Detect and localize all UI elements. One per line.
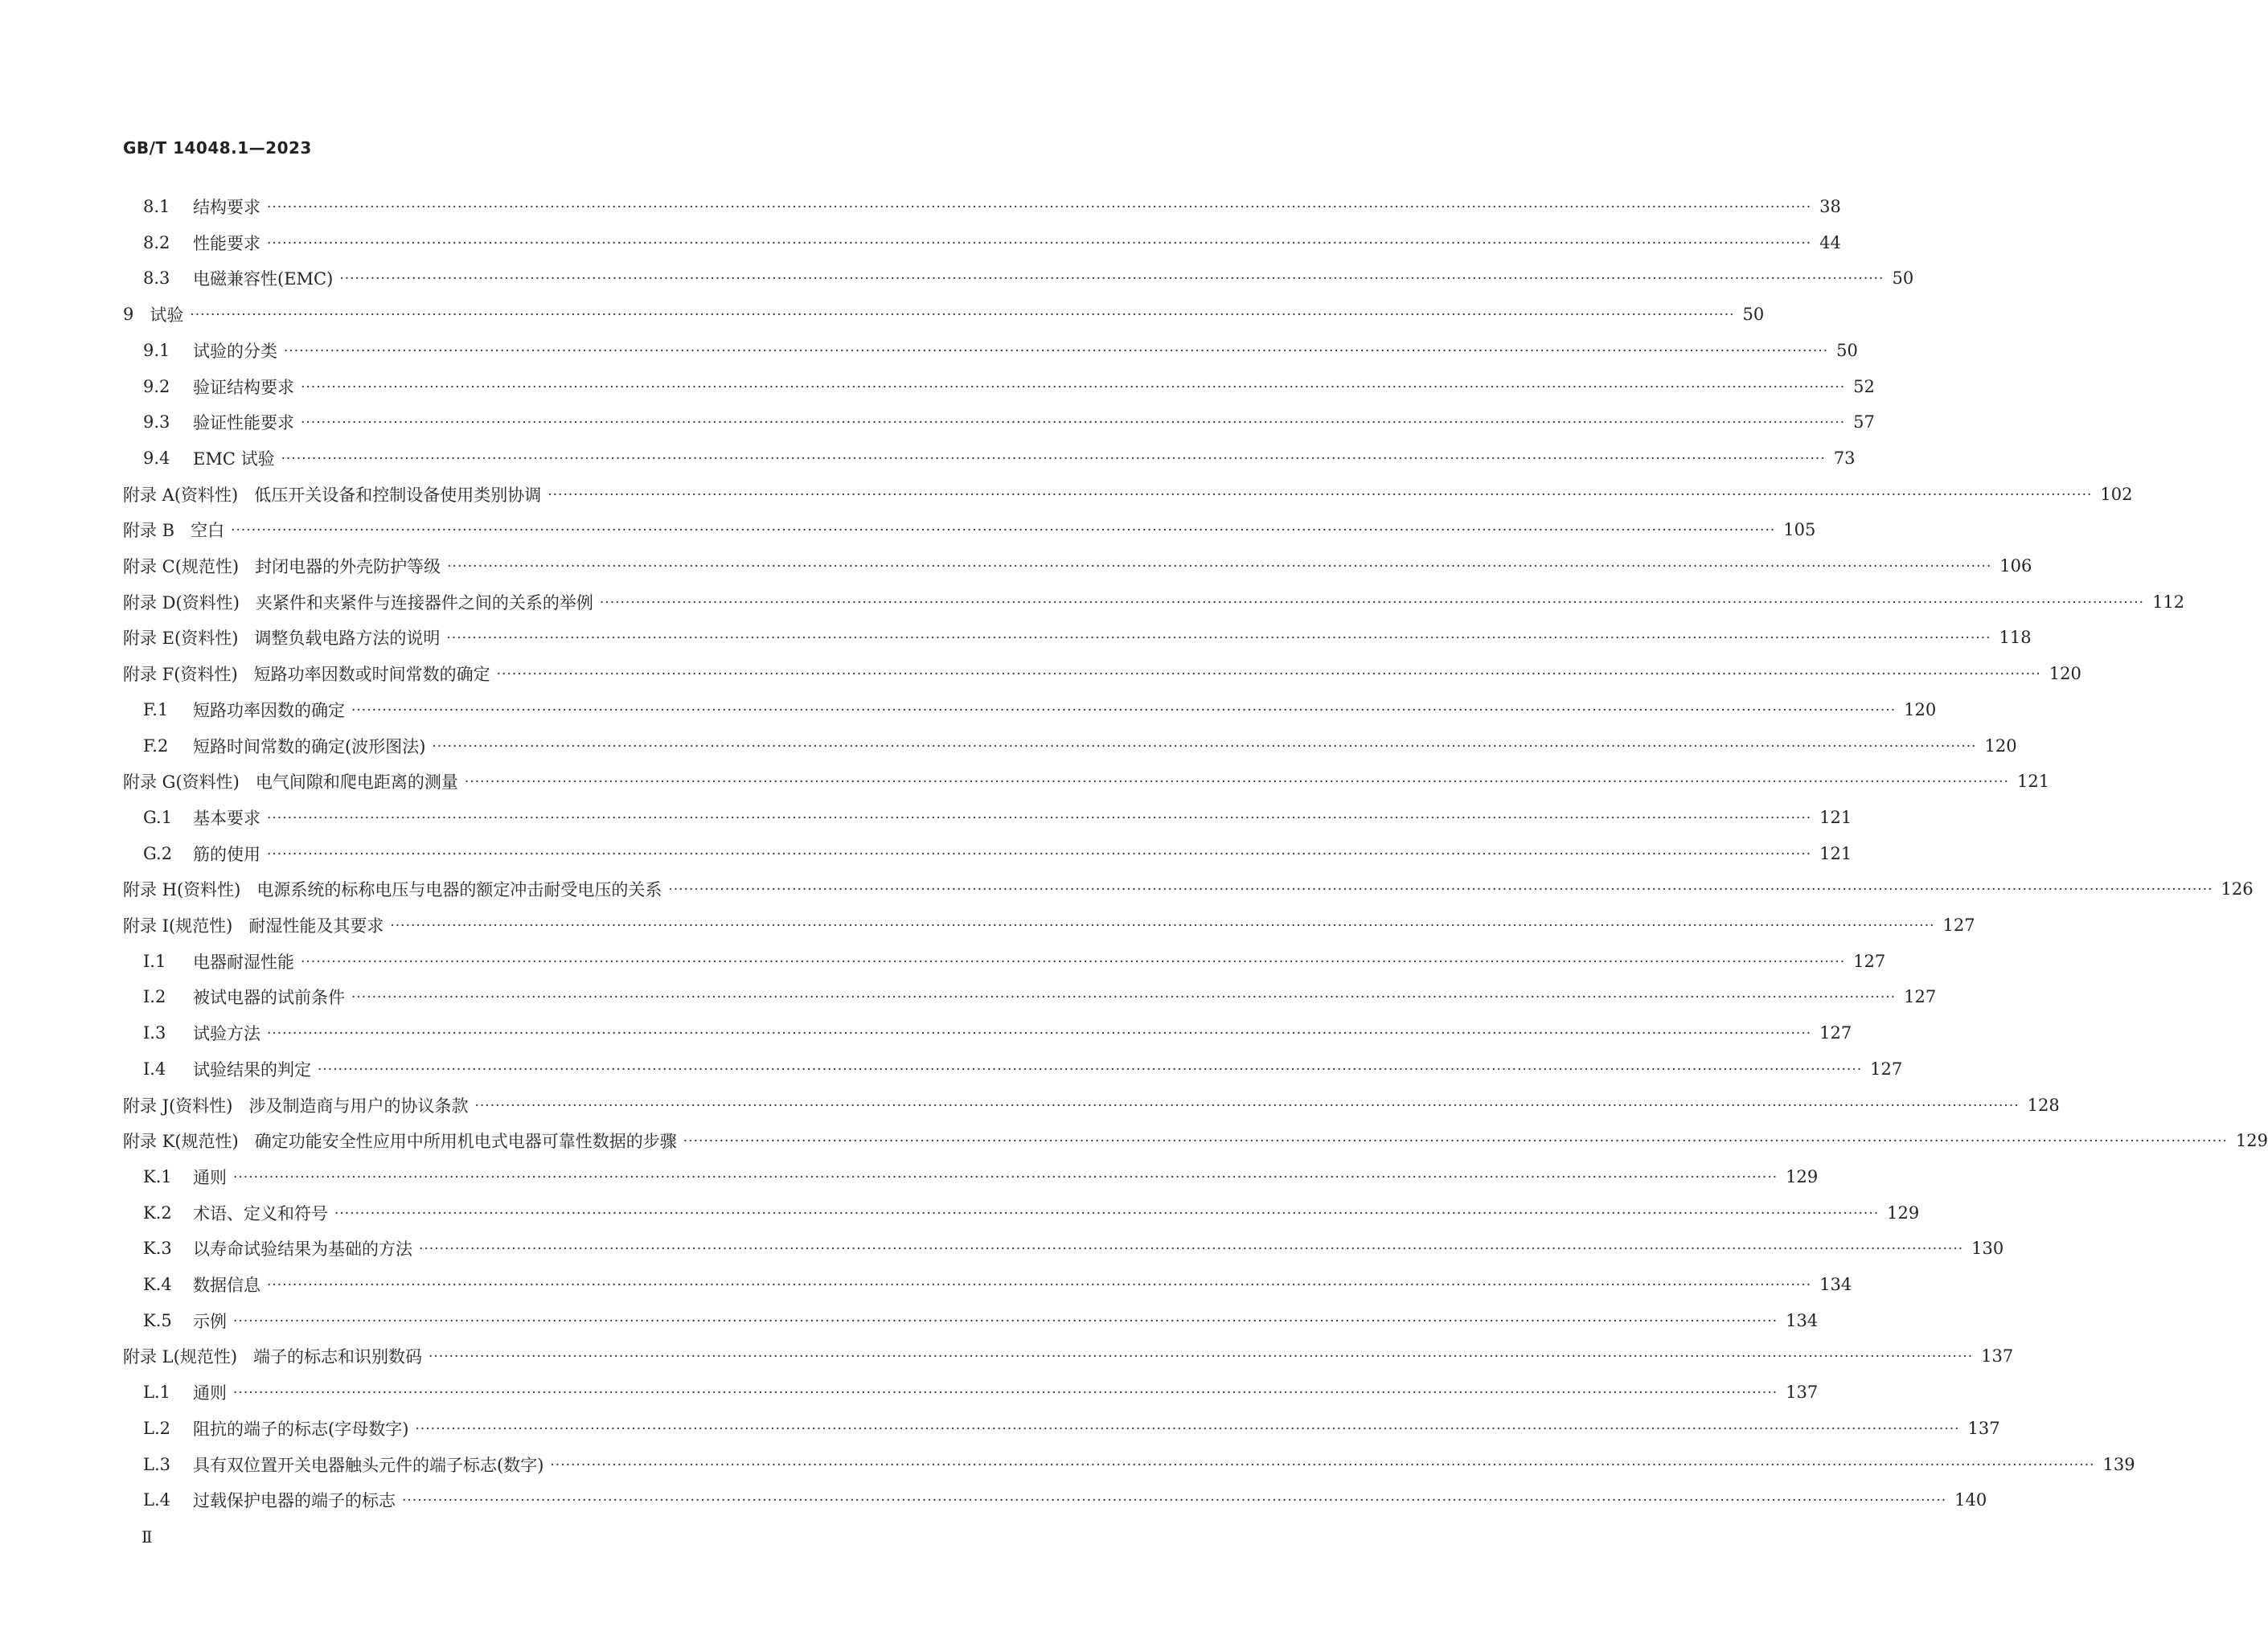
toc-entry-title: 端子的标志和识别数码 <box>253 1347 423 1367</box>
dot-leader: ············································································································································································································································································································ <box>233 1169 1778 1186</box>
toc-entry-number: 附录 K(规范性) <box>123 1132 239 1152</box>
toc-entry-page: 140 <box>1954 1490 1987 1510</box>
toc-entry[interactable] <box>143 375 1875 399</box>
toc-entry-page: 126 <box>2221 879 2254 899</box>
toc-entry[interactable] <box>143 1165 1819 1189</box>
toc-entry-number: 9.1 <box>143 340 170 360</box>
toc-entry[interactable] <box>123 913 1975 937</box>
dot-leader: ············································································································································································································································································································ <box>464 774 2009 791</box>
toc-entry-title: 确定功能安全性应用中所用机电式电器可靠性数据的步骤 <box>254 1132 677 1152</box>
toc-entry-page: 52 <box>1853 376 1875 396</box>
toc-entry-title: 过载保护电器的端子的标志 <box>193 1491 396 1511</box>
toc-entry-title: 调整负载电路方法的说明 <box>254 629 441 649</box>
dot-leader: ············································································································································································································································································································ <box>301 379 1846 395</box>
dot-leader: ············································································································································································································································································································ <box>284 342 1829 359</box>
toc-entry[interactable] <box>143 1272 1852 1297</box>
toc-entry[interactable] <box>143 949 1886 973</box>
toc-entry-number: L.1 <box>143 1383 170 1403</box>
toc-entry-number: 8.1 <box>143 197 170 216</box>
dot-leader: ············································································································································································································································································································ <box>429 1349 1974 1366</box>
toc-entry-page: 129 <box>2235 1131 2268 1151</box>
dot-leader: ············································································································································································································································································································ <box>419 1241 1964 1258</box>
toc-entry-title: 通则 <box>193 1167 227 1187</box>
toc-entry-title: 性能要求 <box>193 233 260 253</box>
dot-leader: ············································································································································································································································································································ <box>233 1313 1778 1330</box>
toc-entry-page: 127 <box>1870 1059 1903 1079</box>
toc-entry[interactable] <box>143 1236 2004 1260</box>
toc-entry-page: 57 <box>1853 412 1875 432</box>
toc-entry-number: 9.2 <box>143 376 170 396</box>
dot-leader: ············································································································································································································································································································ <box>233 1385 1778 1402</box>
dot-leader: ············································································································································································································································································································ <box>267 846 1812 862</box>
toc-entry-title: 以寿命试验结果为基础的方法 <box>193 1239 412 1260</box>
dot-leader: ············································································································································································································································································································ <box>301 415 1846 432</box>
toc-entry[interactable] <box>123 1129 2268 1153</box>
toc-entry-number: I.1 <box>143 951 166 971</box>
dot-leader: ············································································································································································································································································································ <box>446 630 1991 647</box>
dot-leader: ············································································································································································································································································································ <box>496 666 2041 683</box>
toc-entry[interactable] <box>143 985 1937 1009</box>
toc-entry[interactable] <box>143 1021 1852 1045</box>
dot-leader: ············································································································································································································································································································ <box>190 307 1735 324</box>
toc-entry[interactable] <box>123 769 2050 793</box>
toc-entry-title: 短路功率因数或时间常数的确定 <box>253 665 490 685</box>
toc-entry-title: 被试电器的试前条件 <box>193 988 345 1008</box>
toc-entry-page: 134 <box>1786 1310 1819 1330</box>
toc-entry[interactable] <box>123 302 1765 326</box>
toc-entry-title: 电磁兼容性(EMC) <box>193 269 334 289</box>
toc-entry-title: 筋的使用 <box>193 844 260 864</box>
toc-entry-number: K.1 <box>143 1166 172 1186</box>
dot-leader: ············································································································································································································································································································ <box>683 1133 2228 1150</box>
toc-entry-page: 105 <box>1783 520 1816 540</box>
toc-entry[interactable] <box>123 518 1816 542</box>
toc-entry-page: 102 <box>2100 484 2133 504</box>
toc-entry-title: 电源系统的标称电压与电器的额定冲击耐受电压的关系 <box>256 880 662 900</box>
dot-leader: ············································································································································································································································································································ <box>402 1493 1947 1510</box>
toc-entry-title: 电气间隙和爬电距离的测量 <box>255 772 458 793</box>
toc-entry-number: 附录 E(资料性) <box>123 629 239 649</box>
dot-leader: ············································································································································································································································································································ <box>668 882 2213 899</box>
toc-entry-title: 试验 <box>150 305 184 326</box>
toc-entry-number: 附录 F(资料性) <box>123 665 238 685</box>
toc-entry-number: G.2 <box>143 843 173 863</box>
toc-entry-page: 112 <box>2152 592 2185 612</box>
toc-entry-title: 短路功率因数的确定 <box>193 700 345 720</box>
toc-entry[interactable] <box>123 1344 2014 1368</box>
toc-entry-title: 夹紧件和夹紧件与连接器件之间的关系的举例 <box>255 592 593 613</box>
toc-entry[interactable] <box>123 554 2032 578</box>
toc-entry-page: 121 <box>1819 843 1852 863</box>
toc-entry-number: I.2 <box>143 987 166 1007</box>
toc-entry-title: 验证结构要求 <box>193 377 294 397</box>
toc-entry-page: 127 <box>1853 951 1886 971</box>
toc-entry-number: 附录 H(资料性) <box>123 880 241 900</box>
dot-leader: ············································································································································································································································································································ <box>550 1457 2095 1473</box>
toc-entry-number: K.3 <box>143 1239 172 1259</box>
toc-entry-page: 127 <box>1819 1023 1852 1043</box>
toc-entry[interactable] <box>123 625 2032 649</box>
toc-entry-title: 电器耐湿性能 <box>193 952 294 972</box>
toc-entry-title: 空白 <box>191 521 225 541</box>
toc-entry-page: 137 <box>1967 1418 2000 1438</box>
dot-leader: ············································································································································································································································································································ <box>267 809 1812 826</box>
toc-entry[interactable] <box>143 1452 2135 1477</box>
toc-entry-page: 106 <box>1999 556 2032 576</box>
toc-entry-title: 试验方法 <box>193 1024 260 1044</box>
toc-entry-title: 阻抗的端子的标志(字母数字) <box>193 1419 409 1439</box>
toc-entry-number: 附录 J(资料性) <box>123 1096 233 1116</box>
toc-entry-title: 低压开关设备和控制设备使用类别协调 <box>254 485 542 505</box>
toc-entry-number: 9.3 <box>143 412 170 432</box>
toc-entry[interactable] <box>143 195 1841 219</box>
toc-entry-title: 耐湿性能及其要求 <box>248 916 384 936</box>
toc-entry[interactable] <box>143 842 1852 866</box>
toc-entry-number: 附录 A(资料性) <box>123 485 239 505</box>
toc-entry-page: 120 <box>1984 735 2017 756</box>
toc-entry-number: 附录 B <box>123 521 175 541</box>
toc-entry-number: F.2 <box>143 735 169 756</box>
dot-leader: ············································································································································································································································································································ <box>267 235 1812 252</box>
toc-entry-page: 129 <box>1887 1203 1920 1223</box>
toc-entry[interactable] <box>123 662 2081 686</box>
toc-entry-number: 9.4 <box>143 448 170 468</box>
toc-entry[interactable] <box>143 805 1852 830</box>
toc-entry-number: K.4 <box>143 1275 172 1294</box>
dot-leader: ············································································································································································································································································································ <box>599 594 2145 611</box>
toc-entry-page: 130 <box>1971 1239 2004 1259</box>
toc-entry[interactable] <box>123 590 2185 614</box>
dot-leader: ············································································································································································································································································································ <box>474 1097 2020 1114</box>
document-code-header: GB/T 14048.1—2023 <box>123 138 312 158</box>
toc-entry-number: 9 <box>123 305 134 325</box>
toc-entry-number: L.4 <box>143 1490 170 1510</box>
toc-entry-title: 示例 <box>193 1311 227 1331</box>
toc-entry-number: 8.2 <box>143 232 170 252</box>
toc-entry-title: 短路时间常数的确定(波形图法) <box>193 736 426 756</box>
toc-entry-number: 附录 G(资料性) <box>123 772 240 793</box>
dot-leader: ············································································································································································································································································································ <box>415 1420 1960 1437</box>
toc-entry-number: K.2 <box>143 1203 172 1223</box>
toc-entry-number: G.1 <box>143 807 173 827</box>
toc-entry-page: 134 <box>1819 1275 1852 1294</box>
toc-entry-page: 50 <box>1742 305 1765 325</box>
toc-entry-title: 通则 <box>193 1383 227 1403</box>
toc-entry-title: 验证性能要求 <box>193 413 294 433</box>
toc-entry-page: 38 <box>1819 197 1841 216</box>
toc-entry[interactable] <box>143 1201 1920 1225</box>
toc-entry-page: 128 <box>2027 1095 2060 1115</box>
toc-entry[interactable] <box>143 266 1914 290</box>
toc-entry-title: 试验结果的判定 <box>193 1059 311 1080</box>
toc-entry[interactable] <box>143 338 1858 363</box>
toc-entry[interactable] <box>123 877 2254 901</box>
toc-entry[interactable] <box>143 734 2017 758</box>
toc-entry-page: 137 <box>1981 1346 2014 1366</box>
dot-leader: ············································································································································································································································································································ <box>267 1026 1812 1043</box>
toc-entry[interactable] <box>143 1380 1819 1404</box>
toc-entry-page: 50 <box>1892 268 1914 289</box>
toc-entry-page: 120 <box>2049 664 2081 684</box>
dot-leader: ············································································································································································································································································································ <box>351 702 1897 719</box>
toc-entry[interactable] <box>123 1093 2060 1117</box>
toc-entry-number: L.3 <box>143 1454 170 1474</box>
toc-entry[interactable] <box>143 1309 1819 1333</box>
toc-entry[interactable] <box>143 410 1875 434</box>
toc-entry[interactable] <box>143 1057 1903 1081</box>
dot-leader: ············································································································································································································································································································ <box>432 738 1977 755</box>
dot-leader: ············································································································································································································································································································ <box>231 522 1776 539</box>
toc-entry-number: 附录 L(规范性) <box>123 1347 238 1367</box>
toc-entry[interactable] <box>143 1416 2000 1440</box>
toc-entry-number: 附录 I(规范性) <box>123 916 233 936</box>
toc-entry-title: EMC 试验 <box>193 449 275 469</box>
toc-entry-page: 137 <box>1786 1383 1819 1403</box>
toc-entry-title: 基本要求 <box>193 808 260 828</box>
toc-entry-number: K.5 <box>143 1310 172 1330</box>
toc-entry[interactable] <box>143 231 1841 255</box>
dot-leader: ············································································································································································································································································································ <box>281 450 1826 467</box>
toc-entry-page: 129 <box>1786 1166 1819 1186</box>
toc-entry-number: L.2 <box>143 1418 170 1438</box>
dot-leader: ············································································································································································································································································································ <box>390 918 1935 934</box>
toc-entry-title: 具有双位置开关电器触头元件的端子标志(数字) <box>193 1455 544 1475</box>
toc-entry-page: 44 <box>1819 232 1841 252</box>
toc-entry-page: 118 <box>1999 628 2032 648</box>
toc-entry-title: 数据信息 <box>193 1276 260 1295</box>
toc-entry[interactable] <box>143 446 1856 470</box>
page-number-footer: Ⅱ <box>141 1527 153 1547</box>
dot-leader: ············································································································································································································································································································ <box>548 486 2093 503</box>
toc-entry-page: 121 <box>2017 772 2050 792</box>
toc-entry-title: 结构要求 <box>193 198 260 217</box>
toc-entry[interactable] <box>143 1488 1987 1512</box>
dot-leader: ············································································································································································································································································································ <box>301 953 1846 970</box>
toc-entry-page: 120 <box>1904 699 1937 719</box>
dot-leader: ············································································································································································································································································································ <box>267 1277 1812 1293</box>
toc-entry-number: 附录 C(规范性) <box>123 557 240 576</box>
toc-entry-number: I.4 <box>143 1059 166 1079</box>
toc-entry-page: 127 <box>1942 916 1975 935</box>
toc-entry-title: 术语、定义和符号 <box>193 1203 328 1223</box>
dot-leader: ············································································································································································································································································································ <box>339 271 1885 288</box>
toc-entry-title: 封闭电器的外壳防护等级 <box>255 557 441 576</box>
toc-entry-page: 50 <box>1836 340 1858 360</box>
toc-entry-page: 121 <box>1819 807 1852 827</box>
toc-entry[interactable] <box>143 698 1937 722</box>
dot-leader: ············································································································································································································································································································ <box>447 559 1992 575</box>
toc-entry-number: 附录 D(资料性) <box>123 592 240 613</box>
toc-entry-number: 8.3 <box>143 268 170 289</box>
dot-leader: ············································································································································································································································································································ <box>351 989 1897 1006</box>
dot-leader: ············································································································································································································································································································ <box>267 199 1812 215</box>
toc-entry-page: 127 <box>1904 987 1937 1007</box>
toc-entry-page: 139 <box>2102 1454 2135 1474</box>
toc-entry-title: 试验的分类 <box>193 341 277 361</box>
toc-entry-page: 73 <box>1833 448 1856 468</box>
toc-entry-number: I.3 <box>143 1023 166 1043</box>
dot-leader: ············································································································································································································································································································ <box>334 1205 1880 1222</box>
dot-leader: ············································································································································································································································································································ <box>318 1061 1863 1078</box>
toc-entry[interactable] <box>123 482 2133 506</box>
toc-entry-title: 涉及制造商与用户的协议条款 <box>248 1096 469 1116</box>
toc-entry-number: F.1 <box>143 699 169 719</box>
